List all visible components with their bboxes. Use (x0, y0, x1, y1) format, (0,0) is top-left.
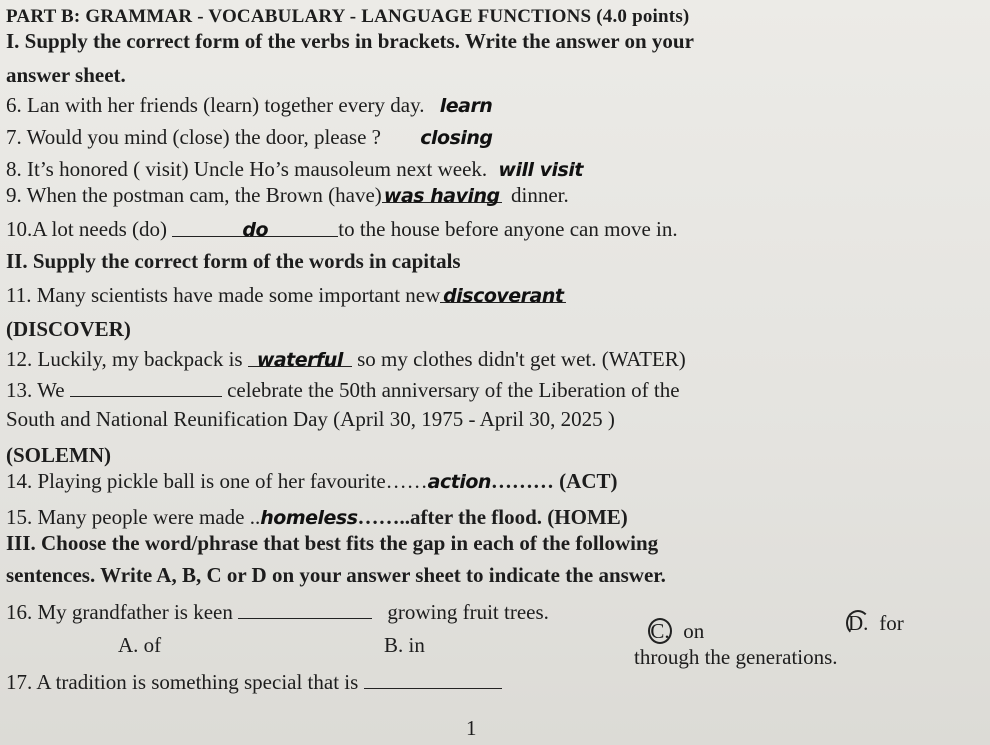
question-15-text-b: ……..after the flood. (HOME) (357, 505, 628, 529)
section1-instruction-line2: answer sheet. (6, 63, 126, 87)
question-9-text-b: dinner. (511, 183, 569, 207)
question-11-answer: discoverant (443, 285, 564, 307)
question-6-answer: learn (439, 95, 493, 117)
question-10-text-a: 10.A lot needs (do) (6, 217, 167, 241)
question-16-option-b: B. in (384, 633, 425, 657)
question-13-text-b: celebrate the 50th anniversary of the Liberation of the (227, 378, 680, 402)
question-8 (6, 156, 583, 183)
section3-instruction-line2: sentences. Write A, B, C or D on your answer sheet to indicate the answer. (6, 563, 666, 587)
question-12-text-b: so my clothes didn't get wet. (WATER) (357, 347, 686, 371)
question-16-option-d (846, 610, 904, 636)
question-17-text-a: 17. A tradition is something special that is (6, 670, 359, 694)
question-8-text: 8. It’s honored ( visit) Uncle Ho’s mausoleum next week. (6, 157, 488, 181)
question-16-option-c-text: on (683, 619, 705, 643)
question-10-answer: do (242, 219, 269, 241)
question-16-text-a: 16. My grandfather is keen (6, 600, 233, 624)
question-12-answer: waterful (256, 349, 343, 371)
question-15-text-a: 15. Many people were made .. (6, 505, 261, 529)
question-13-text-a: 13. We (6, 378, 65, 402)
question-16 (6, 598, 549, 625)
question-14 (6, 468, 618, 495)
question-15-answer: homeless (260, 507, 358, 529)
question-17-blank (364, 668, 502, 689)
question-10 (6, 216, 678, 242)
page-number: 1 (466, 716, 477, 740)
question-16-option-d-text: for (879, 611, 904, 635)
question-16-blank (238, 598, 372, 619)
question-14-text-a: 14. Playing pickle ball is one of her favourite…… (6, 469, 428, 493)
question-9 (6, 182, 569, 208)
question-13-text-c: South and National Reunification Day (April 30, 1975 - April 30, 2025 ) (6, 407, 615, 431)
question-15 (6, 504, 628, 531)
question-16-option-a: A. of (118, 633, 162, 657)
question-9-text-a: 9. When the postman cam, the Brown (have) (6, 183, 382, 207)
section3-instruction-line1: III. Choose the word/phrase that best fits the gap in each of the following (6, 531, 659, 555)
question-11-word: (DISCOVER) (6, 317, 131, 341)
question-11-text: 11. Many scientists have made some important new (6, 283, 441, 307)
section2-instruction: II. Supply the correct form of the words in capitals (6, 249, 461, 273)
question-12 (6, 346, 686, 372)
question-13-blank (70, 376, 222, 397)
question-7 (6, 124, 493, 151)
question-16-option-d-circle: D. (848, 611, 869, 635)
question-7-text: 7. Would you mind (close) the door, please ? (6, 125, 381, 149)
question-11 (6, 282, 566, 308)
question-12-text-a: 12. Luckily, my backpack is (6, 347, 243, 371)
question-17 (6, 668, 502, 695)
question-13 (6, 376, 680, 403)
question-16-option-c (648, 618, 704, 644)
question-10-text-b: to the house before anyone can move in. (338, 217, 678, 241)
part-title: PART B: GRAMMAR - VOCABULARY - LANGUAGE FUNCTIONS (4.0 points) (6, 6, 690, 27)
question-14-text-b: ……… (ACT) (490, 469, 618, 493)
section1-instruction-line1: I. Supply the correct form of the verbs in brackets. Write the answer on your (6, 29, 694, 53)
question-9-answer: was having (383, 185, 500, 207)
question-17-text-b: through the generations. (634, 645, 838, 669)
question-16-option-c-circle: C. (648, 618, 672, 644)
question-6-text: 6. Lan with her friends (learn) together every day. (6, 93, 425, 117)
question-13-word: (SOLEMN) (6, 443, 111, 467)
question-7-answer: closing (420, 127, 493, 149)
question-16-text-b: growing fruit trees. (387, 600, 549, 624)
question-6 (6, 92, 492, 119)
question-14-answer: action (427, 471, 491, 493)
question-8-answer: will visit (498, 159, 583, 181)
